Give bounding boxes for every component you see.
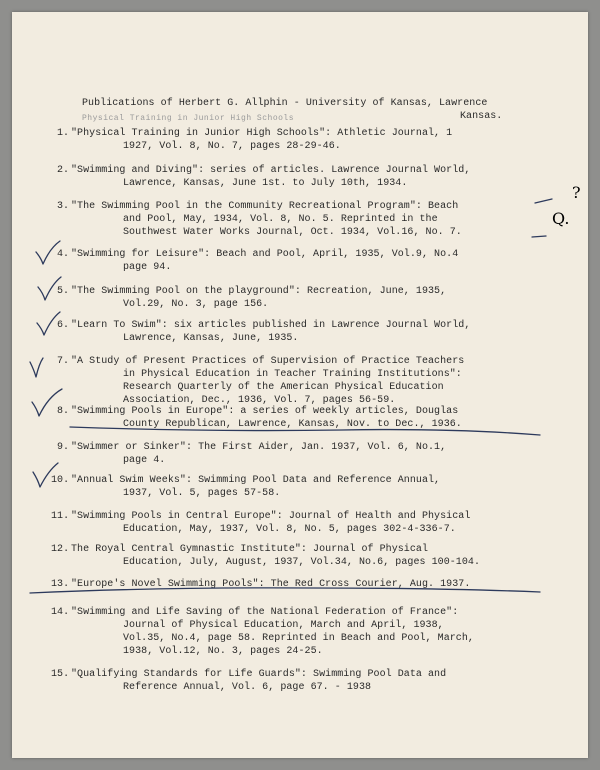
document-page bbox=[12, 12, 588, 758]
entry-text: "Swimming Pools in Central Europe": Journal of Health and Physical Education, May, 1937, Vol. 8, No. 5, pages 302-4-336-7. bbox=[71, 511, 471, 535]
entry-number: 2. bbox=[57, 165, 70, 176]
entry-number: 9. bbox=[57, 442, 70, 453]
checkmark bbox=[36, 241, 60, 264]
entry-text: "Learn To Swim": six articles published in Lawrence Journal World, Lawrence, Kansas, June, 1935. bbox=[71, 320, 471, 344]
entry-text: "Europe's Novel Swimming Pools": The Red Cross Courier, Aug. 1937. bbox=[71, 579, 471, 590]
entry-text: "Physical Training in Junior High Schools": Athletic Journal, 1 1927, Vol. 8, No. 7, pages 28-29-46. bbox=[71, 128, 453, 152]
entry-text: "The Swimming Pool on the playground": Recreation, June, 1935, Vol.29, No. 3, page 156. bbox=[71, 286, 447, 310]
entry-text: "Swimming for Leisure": Beach and Pool, April, 1935, Vol.9, No.4 page 94. bbox=[71, 249, 459, 273]
checkmark bbox=[30, 358, 43, 377]
entry-number: 10. bbox=[51, 475, 70, 486]
question-mark-text: ? bbox=[572, 183, 581, 202]
entry-number: 12. bbox=[51, 544, 70, 555]
checkmark bbox=[33, 463, 58, 487]
margin-note-text: Q. bbox=[552, 209, 570, 228]
faint-overstrike-text: Physical Training in Junior High Schools bbox=[82, 114, 295, 123]
entry-text: "Annual Swim Weeks": Swimming Pool Data and Reference Annual, 1937, Vol. 5, pages 57-58. bbox=[71, 475, 441, 499]
entry-text: "Swimming and Life Saving of the National Federation of France": Journal of Physical Education, March and April, 1938, Vol.35, No.4, page 58. Reprinted in Beach and Pool, March, 1938, Vol.12, No. 3, pages 24-25. bbox=[71, 607, 474, 657]
checkmark bbox=[38, 277, 61, 300]
entry-number: 5. bbox=[57, 286, 70, 297]
entry-text: "Swimmer or Sinker": The First Aider, Jan. 1937, Vol. 6, No.1, page 4. bbox=[71, 442, 447, 466]
entry-number: 13. bbox=[51, 579, 70, 590]
entry-text: "A Study of Present Practices of Supervision of Practice Teachers in Physical Education in Teacher Training Institutions": Research Quarterly of the American Physical Education Association, Dec., 1936, Vol. 7, pages 56-59. bbox=[71, 356, 465, 406]
entry-number: 6. bbox=[57, 320, 70, 331]
entry-number: 3. bbox=[57, 201, 70, 212]
entry-number: 15. bbox=[51, 669, 70, 680]
entry-number: 4. bbox=[57, 249, 70, 260]
underline-stroke bbox=[30, 588, 540, 593]
entry-number: 14. bbox=[51, 607, 70, 618]
document-title: Publications of Herbert G. Allphin - University of Kansas, Lawrence bbox=[82, 98, 488, 109]
checkmark bbox=[37, 312, 60, 335]
entry-number: 8. bbox=[57, 406, 70, 417]
entry-text: "Qualifying Standards for Life Guards": Swimming Pool Data and Reference Annual, Vol. 6, page 67. - 1938 bbox=[71, 669, 447, 693]
checkmark bbox=[32, 389, 62, 416]
entry-text: The Royal Central Gymnastic Institute": Journal of Physical Education, July, August, 1937, Vol.34, No.6, pages 100-104. bbox=[71, 544, 481, 568]
dash-mark bbox=[532, 236, 546, 237]
dash-mark bbox=[535, 199, 552, 203]
entry-number: 11. bbox=[51, 511, 70, 522]
entry-text: "The Swimming Pool in the Community Recreational Program": Beach and Pool, May, 1934, Vol. 8, No. 5. Reprinted in the Southwest Water Works Journal, Oct. 1934, Vol.16, No. 7. bbox=[71, 201, 462, 238]
entry-number: 1. bbox=[57, 128, 70, 139]
handwritten-annotations bbox=[12, 12, 588, 758]
underline-stroke bbox=[70, 427, 540, 435]
entry-text: "Swimming and Diving": series of articles. Lawrence Journal World, Lawrence, Kansas, June 1st. to July 10th, 1934. bbox=[71, 165, 471, 189]
entry-text: "Swimming Pools in Europe": a series of weekly articles, Douglas County Republican, Lawrence, Kansas, Nov. to Dec., 1936. bbox=[71, 406, 462, 430]
entry-number: 7. bbox=[57, 356, 70, 367]
document-title-continuation: Kansas. bbox=[460, 111, 503, 122]
